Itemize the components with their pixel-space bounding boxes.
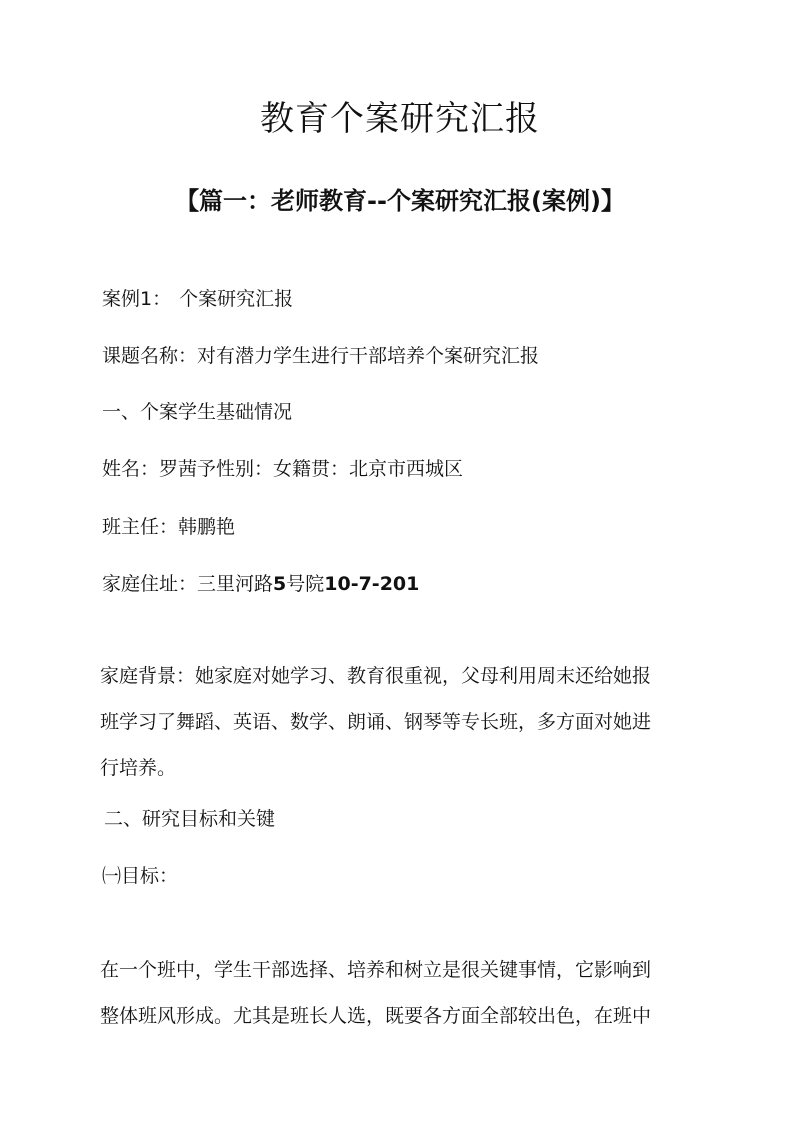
goal-paragraph <box>100 947 700 1039</box>
paragraph-line: 家庭背景：她家庭对她学习、教育很重视，父母利用周末还给她报 <box>100 665 652 687</box>
address-unit: 10-7-201 <box>324 573 420 595</box>
goal-label: ㈠目标： <box>102 865 179 887</box>
section-goals-heading: 二、研究目标和关键 <box>104 808 276 830</box>
paragraph-line: 班学习了舞蹈、英语、数学、朗诵、钢琴等专长班，多方面对她进 <box>100 711 652 733</box>
address-label: 家庭住址：三里河路 <box>102 573 274 595</box>
paragraph-line: 整体班风形成。尤其是班长人选，既要各方面全部较出色，在班中 <box>100 1005 652 1027</box>
document-title: 教育个案研究汇报 <box>260 99 540 139</box>
document-subtitle: 【篇一：老师教育--个案研究汇报(案例)】 <box>175 187 625 215</box>
address-line <box>102 570 419 598</box>
case-label: 案例1： <box>102 288 172 310</box>
family-background-paragraph <box>100 653 700 791</box>
address-mid: 号院 <box>286 573 325 595</box>
section-basic-info-heading: 一、个案学生基础情况 <box>102 401 293 423</box>
paragraph-line: 行培养。 <box>100 757 177 779</box>
paragraph-line: 在一个班中，学生干部选择、培养和树立是很关键事情，它影响到 <box>100 959 652 981</box>
teacher-line: 班主任：韩鹏艳 <box>102 516 236 538</box>
address-number: 5 <box>273 573 287 595</box>
case-title: 个案研究汇报 <box>179 288 294 310</box>
basic-info-line: 姓名：罗茜予性别：女籍贯：北京市西城区 <box>102 458 464 480</box>
topic-line: 课题名称：对有潜力学生进行干部培养个案研究汇报 <box>102 345 540 367</box>
case-heading <box>102 285 293 313</box>
